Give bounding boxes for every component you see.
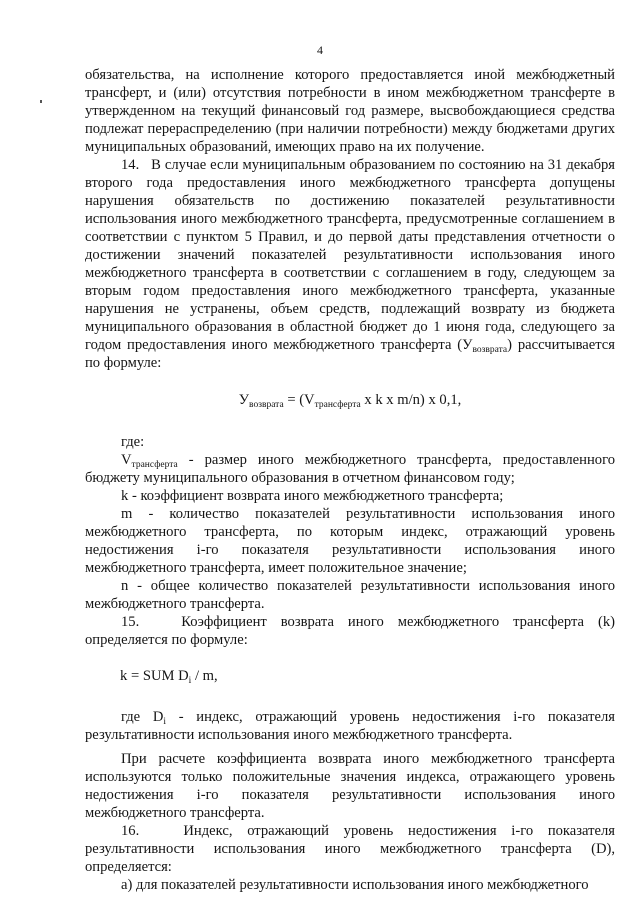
paragraph-calculation: При расчете коэффициента возврата иного межбюджетного трансферта используются только положительные значения индекса, отражающего уровень недостижения i-го показателя результативности использования иного межбюджетного трансферта.: [85, 751, 615, 821]
where-label: где:: [121, 434, 145, 450]
paragraph-16: 16. Индекс, отражающий уровень недостижения i-го показателя результативности использования иного межбюджетного трансферта (D), определяется:: [85, 823, 615, 875]
paragraph-13-continuation: обязательства, на исполнение которого предоставляется иной межбюджетный трансферт, и (или) отсутствия потребности в ином межбюджетном трансферте в утвержденном на текущий финансовый год размере, высвобождающиеся средства подлежат перераспределению (при наличии потребности) между бюджетами других муниципальных образований, имеющих право на их получение.: [85, 67, 615, 155]
definition-di: где $D_i$ - индекс, отражающий уровень недостижения i-го показателя результативности использования иного межбюджетного трансферта.: [85, 709, 615, 743]
definition-n: n - общее количество показателей результативности использования иного межбюджетного трансферта.: [85, 578, 615, 612]
subparagraph-a: а) для показателей результативности использования иного межбюджетного: [121, 877, 589, 893]
formula-return-volume: $У_{возврата} = (V_{трансферта}$ x k x m/n) x 0,1,: [238, 392, 462, 410]
paragraph-15: 15. Коэффициент возврата иного межбюджетного трансферта (k) определяется по формуле:: [85, 614, 615, 648]
page-number: 4: [317, 43, 323, 57]
scan-speck: [40, 100, 42, 103]
definition-k: k - коэффициент возврата иного межбюджетного трансферта;: [121, 488, 504, 504]
definition-v: $V_{трансферта}$ - размер иного межбюджетного трансферта, предоставленного бюджету муниципального образования в отчетном финансовом году;: [85, 452, 615, 486]
paragraph-14: 14. В случае если муниципальным образованием по состоянию на 31 декабря второго года предоставления иного межбюджетного трансферта допущены нарушения обязательств по достижению показателей результативности использования иного межбюджетного трансферта, предусмотренные соглашением в соответствии с пунктом 5 Правил, и до первой даты представления отчетности о достижении значений показателей результативности использования иного межбюджетного трансферта в соответствии с соглашением в году, следующем за вторым годом предоставления иного межбюджетного трансферта, указанные нарушения не устранены, объем средств, подлежащий возврату из бюджета муниципального образования в областной бюджет до 1 июня года, следующего за годом предоставления иного межбюджетного трансферта $(У_{возврата})$ рассчитывается по формуле:: [85, 157, 615, 371]
formula-coefficient: k = SUM $D_i$ / m,: [120, 668, 218, 686]
body-text: [85, 66, 615, 894]
definition-m: m - количество показателей результативности использования иного межбюджетного трансферта, по которым индекс, отражающий уровень недостижения i-го показателя результативности использования иного межбюджетного трансферта, имеет положительное значение;: [85, 506, 615, 576]
